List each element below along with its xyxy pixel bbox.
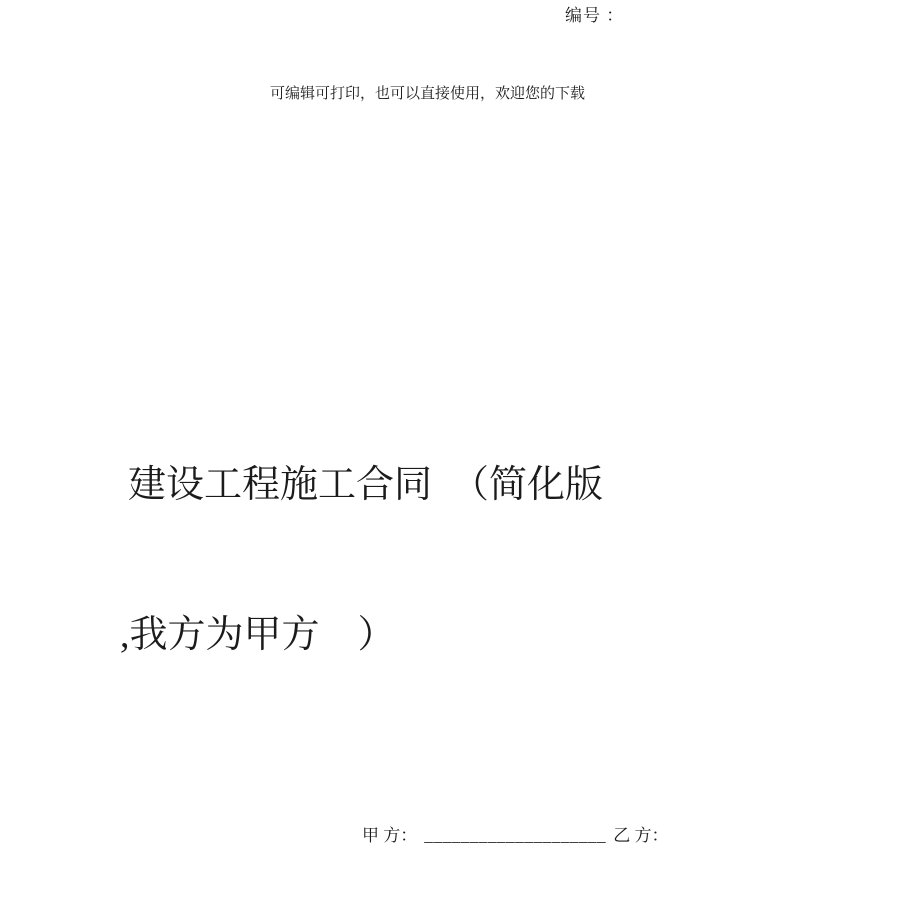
download-notice: 可编辑可打印，也可以直接使用，欢迎您的下载 <box>270 86 586 102</box>
title-line-1: 建设工程施工合同 （简化版 <box>128 464 604 506</box>
party-a-blank-line: ____________________ <box>424 826 607 845</box>
signature-row <box>345 803 669 869</box>
doc-number-label: 编号 ： <box>565 6 625 25</box>
party-a-label: 甲 方： <box>362 826 418 845</box>
title-line-2: ,我方为甲方 ） <box>120 614 396 656</box>
document-title <box>120 360 603 760</box>
party-b-label: 乙 方： <box>613 826 669 845</box>
